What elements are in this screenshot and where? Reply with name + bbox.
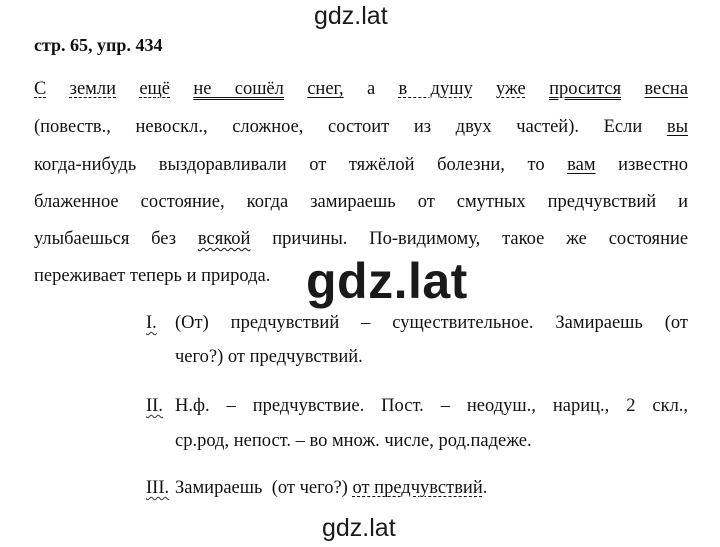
parsing-item-3-text: Замираешь (от чего?) (175, 478, 353, 498)
paragraph-line-4 (34, 192, 688, 213)
watermark-bottom: gdz.lat (322, 514, 396, 542)
word: без (151, 229, 177, 249)
parsing-item-3-underlined: от предчувствий (352, 478, 483, 498)
parsing-item-2-line-2: ср.род, непост. – во множ. числе, род.падеже. (175, 431, 532, 451)
word: выздоравливали (158, 155, 287, 175)
word: предчувствий (230, 313, 340, 333)
watermark-top: gdz.lat (314, 2, 388, 30)
parsing-numeral-3: III. (146, 478, 170, 498)
word: частей). (516, 117, 579, 137)
word: неодуш., (466, 396, 536, 416)
paragraph-line-5 (34, 229, 688, 250)
word: существительное. (392, 313, 534, 333)
word: Пост. (381, 396, 424, 416)
word: Замираешь (555, 313, 643, 333)
parsing-item-3 (175, 478, 688, 499)
word: в душу (398, 79, 473, 99)
word: (От) (175, 313, 209, 333)
paragraph-line-1 (34, 79, 688, 100)
subject: вам (567, 155, 596, 175)
word: болезни, (437, 155, 505, 175)
word: и (678, 192, 689, 212)
word: а (366, 79, 376, 99)
subject: весна (644, 79, 689, 99)
word: По-видимому, (369, 229, 481, 249)
word: когда (246, 192, 289, 212)
subject: вы (666, 117, 688, 137)
paragraph-line-3 (34, 155, 688, 176)
word: из (413, 117, 432, 137)
word: – (226, 396, 236, 416)
word: земли (69, 79, 117, 99)
definition: всякой (197, 229, 251, 249)
word: невоскл., (135, 117, 208, 137)
word: (от (664, 313, 688, 333)
word: состояние, (140, 192, 225, 212)
word: предчувствий (547, 192, 657, 212)
word: смутных (456, 192, 526, 212)
word: – (361, 313, 371, 333)
parsing-item-1-line-1 (175, 313, 688, 334)
word: 2 (626, 396, 636, 416)
word: от (309, 155, 327, 175)
word: С (34, 79, 47, 99)
predicate: не сошёл (193, 79, 284, 99)
paragraph-line-2 (34, 117, 688, 138)
predicate: просится (549, 79, 622, 99)
exercise-heading: стр. 65, упр. 434 (34, 35, 163, 55)
word: такое (502, 229, 545, 249)
word: когда-нибудь (34, 155, 137, 175)
parsing-item-3-end: . (482, 478, 488, 498)
word: предчувствие. (252, 396, 365, 416)
word: (повеств., (34, 117, 111, 137)
word: замираешь (310, 192, 396, 212)
word: Если (603, 117, 643, 137)
word: Н.ф. (175, 396, 210, 416)
parsing-numeral-1: I. (146, 313, 157, 333)
word: же (566, 229, 587, 249)
parsing-numeral-2: II. (146, 396, 163, 416)
word: известно (618, 155, 689, 175)
word: двух (455, 117, 492, 137)
word: сложное, (232, 117, 304, 137)
word: от (417, 192, 435, 212)
word: состояние (608, 229, 689, 249)
word: блаженное (34, 192, 119, 212)
word: – (440, 396, 450, 416)
word: состоит (328, 117, 390, 137)
parsing-item-2-line-1 (175, 396, 688, 417)
subject: снег, (307, 79, 344, 99)
word: то (527, 155, 545, 175)
word: причины. (272, 229, 348, 249)
watermark-center: gdz.lat (306, 253, 468, 309)
word: тяжёлой (348, 155, 415, 175)
word: уже (496, 79, 526, 99)
word: улыбаешься (34, 229, 130, 249)
paragraph-line-6: переживает теперь и природа. (34, 266, 271, 286)
parsing-item-1-line-2: чего?) от предчувствий. (175, 347, 363, 367)
word: скл., (652, 396, 689, 416)
word: нариц., (552, 396, 610, 416)
word: ещё (139, 79, 170, 99)
